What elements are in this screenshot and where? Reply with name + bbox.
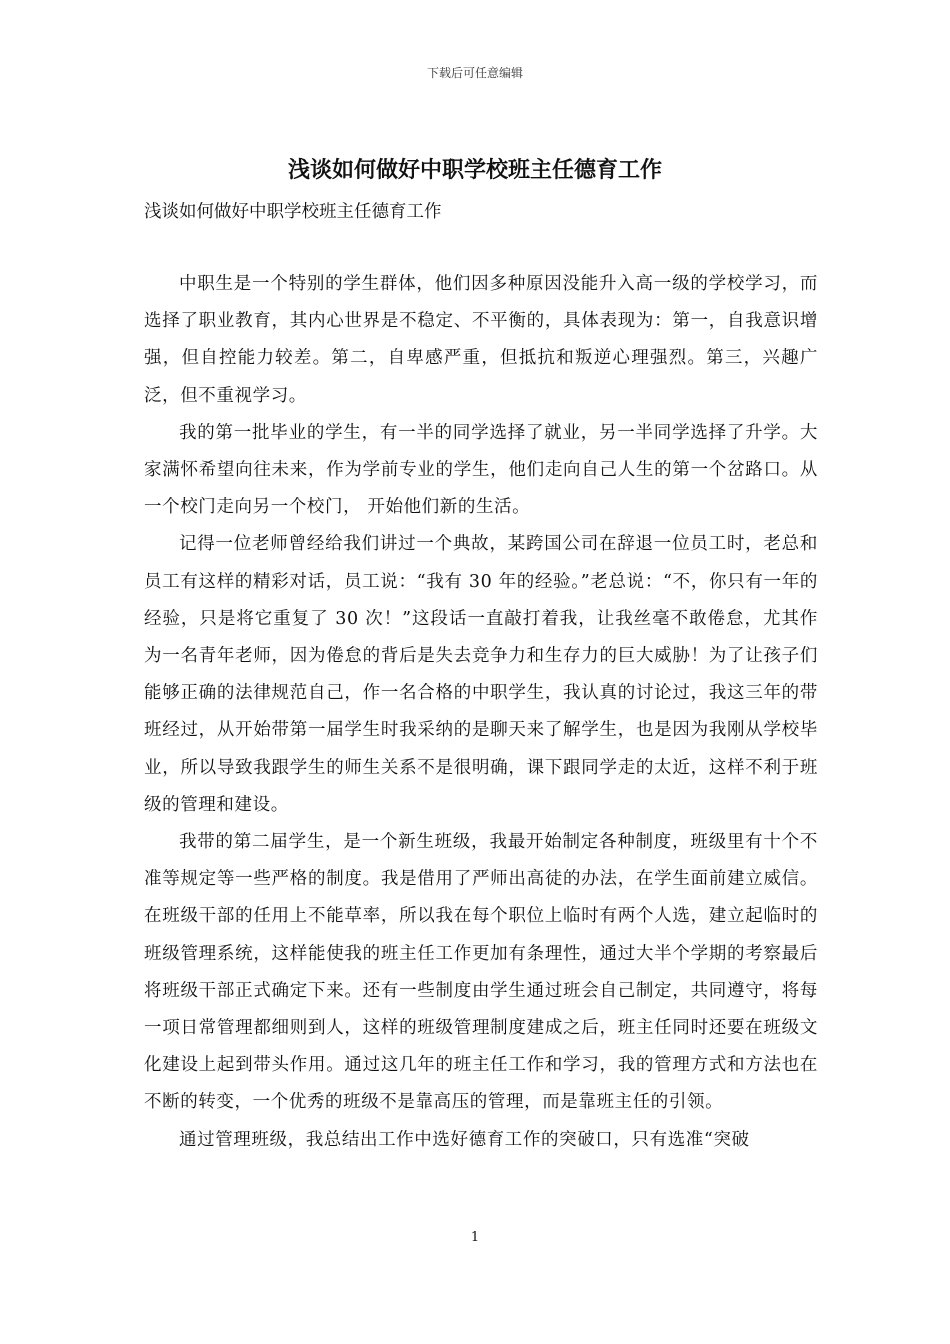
document-subtitle: 浅谈如何做好中职学校班主任德育工作 [144, 202, 442, 222]
paragraph: 我的第一批毕业的学生，有一半的同学选择了就业，另一半同学选择了升学。大家满怀希望向往未来，作为学前专业的学生，他们走向自己人生的第一个岔路口。从一个校门走向另一个校门， 开始他们新的生活。 [144, 422, 818, 518]
document-body [144, 266, 818, 1159]
document-title: 浅谈如何做好中职学校班主任德育工作 [287, 157, 662, 183]
page-number: 1 [470, 1230, 480, 1245]
paragraph: 中职生是一个特别的学生群体，他们因多种原因没能升入高一级的学校学习，而选择了职业教育，其内心世界是不稳定、不平衡的，具体表现为：第一，自我意识增强，但自控能力较差。第二，自卑感严重，但抵抗和叛逆心理强烈。第三，兴趣广泛，但不重视学习。 [144, 274, 818, 406]
paragraph: 记得一位老师曾经给我们讲过一个典故，某跨国公司在辞退一位员工时，老总和员工有这样的精彩对话，员工说：“我有 30 年的经验。”老总说：“不，你只有一年的经验，只是将它重复了 30 次！”这段话一直敲打着我，让我丝毫不敢倦怠，尤其作为一名青年老师，因为倦怠的背后是失去竞争力和生存力的巨大威胁！为了让孩子们能够正确的法律规范自己，作一名合格的中职学生，我认真的讨论过，我这三年的带班经过，从开始带第一届学生时我采纳的是聊天来了解学生，也是因为我刚从学校毕业，所以导致我跟学生的师生关系不是很明确，课下跟同学走的太近，这样不利于班级的管理和建设。 [144, 534, 818, 815]
header-note: 下载后可任意编辑 [426, 66, 523, 80]
paragraph: 我带的第二届学生，是一个新生班级，我最开始制定各种制度，班级里有十个不准等规定等一些严格的制度。我是借用了严师出高徒的办法，在学生面前建立威信。在班级干部的任用上不能草率，所以我在每个职位上临时有两个人选，建立起临时的班级管理系统，这样能使我的班主任工作更加有条理性，通过大半个学期的考察最后将班级干部正式确定下来。还有一些制度由学生通过班会自己制定，共同遵守，将每一项日常管理都细则到人，这样的班级管理制度建成之后，班主任同时还要在班级文化建设上起到带头作用。通过这几年的班主任工作和学习，我的管理方式和方法也在不断的转变，一个优秀的班级不是靠高压的管理，而是靠班主任的引领。 [144, 832, 818, 1113]
paragraph: 通过管理班级，我总结出工作中选好德育工作的突破口，只有选准“突破 [179, 1129, 750, 1150]
